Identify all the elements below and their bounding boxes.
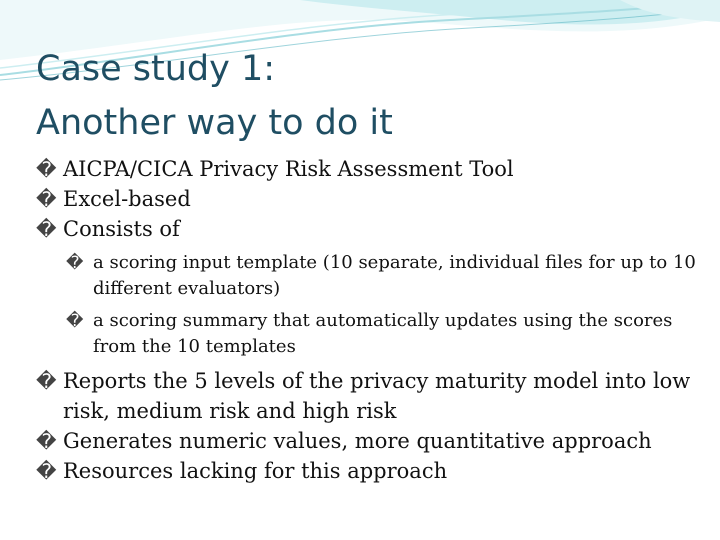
- bullet-text: Reports the 5 levels of the privacy maturity model into low risk, medium risk and high risk: [63, 369, 691, 423]
- title-line-2: Another way to do it: [36, 103, 393, 143]
- bullet-icon: �: [36, 187, 57, 211]
- bullet-text: Excel-based: [63, 187, 191, 211]
- bullet-item: [36, 184, 706, 214]
- bullet-item: [36, 426, 706, 456]
- bullet-text: Generates numeric values, more quantitative approach: [63, 429, 652, 453]
- sub-bullet-item: [36, 250, 706, 302]
- slide-title: [36, 42, 696, 150]
- bullet-item: [36, 154, 706, 184]
- bullet-item: [36, 214, 706, 244]
- bullet-text: AICPA/CICA Privacy Risk Assessment Tool: [63, 157, 514, 181]
- bullet-icon: �: [66, 253, 84, 273]
- bullet-item: [36, 366, 706, 426]
- title-line-1: Case study 1:: [36, 49, 276, 89]
- bullet-list: [36, 154, 706, 486]
- sub-bullet-text: a scoring input template (10 separate, individual files for up to 10 different evaluators): [93, 252, 696, 299]
- bullet-text: Resources lacking for this approach: [63, 459, 448, 483]
- bullet-text: Consists of: [63, 217, 180, 241]
- sub-bullet-text: a scoring summary that automatically updates using the scores from the 10 templates: [93, 310, 673, 357]
- bullet-icon: �: [36, 429, 57, 453]
- bullet-icon: �: [36, 157, 57, 181]
- sub-bullet-item: [36, 308, 706, 360]
- bullet-icon: �: [36, 369, 57, 393]
- bullet-item: [36, 456, 706, 486]
- bullet-icon: �: [66, 311, 84, 331]
- bullet-icon: �: [36, 459, 57, 483]
- bullet-icon: �: [36, 217, 57, 241]
